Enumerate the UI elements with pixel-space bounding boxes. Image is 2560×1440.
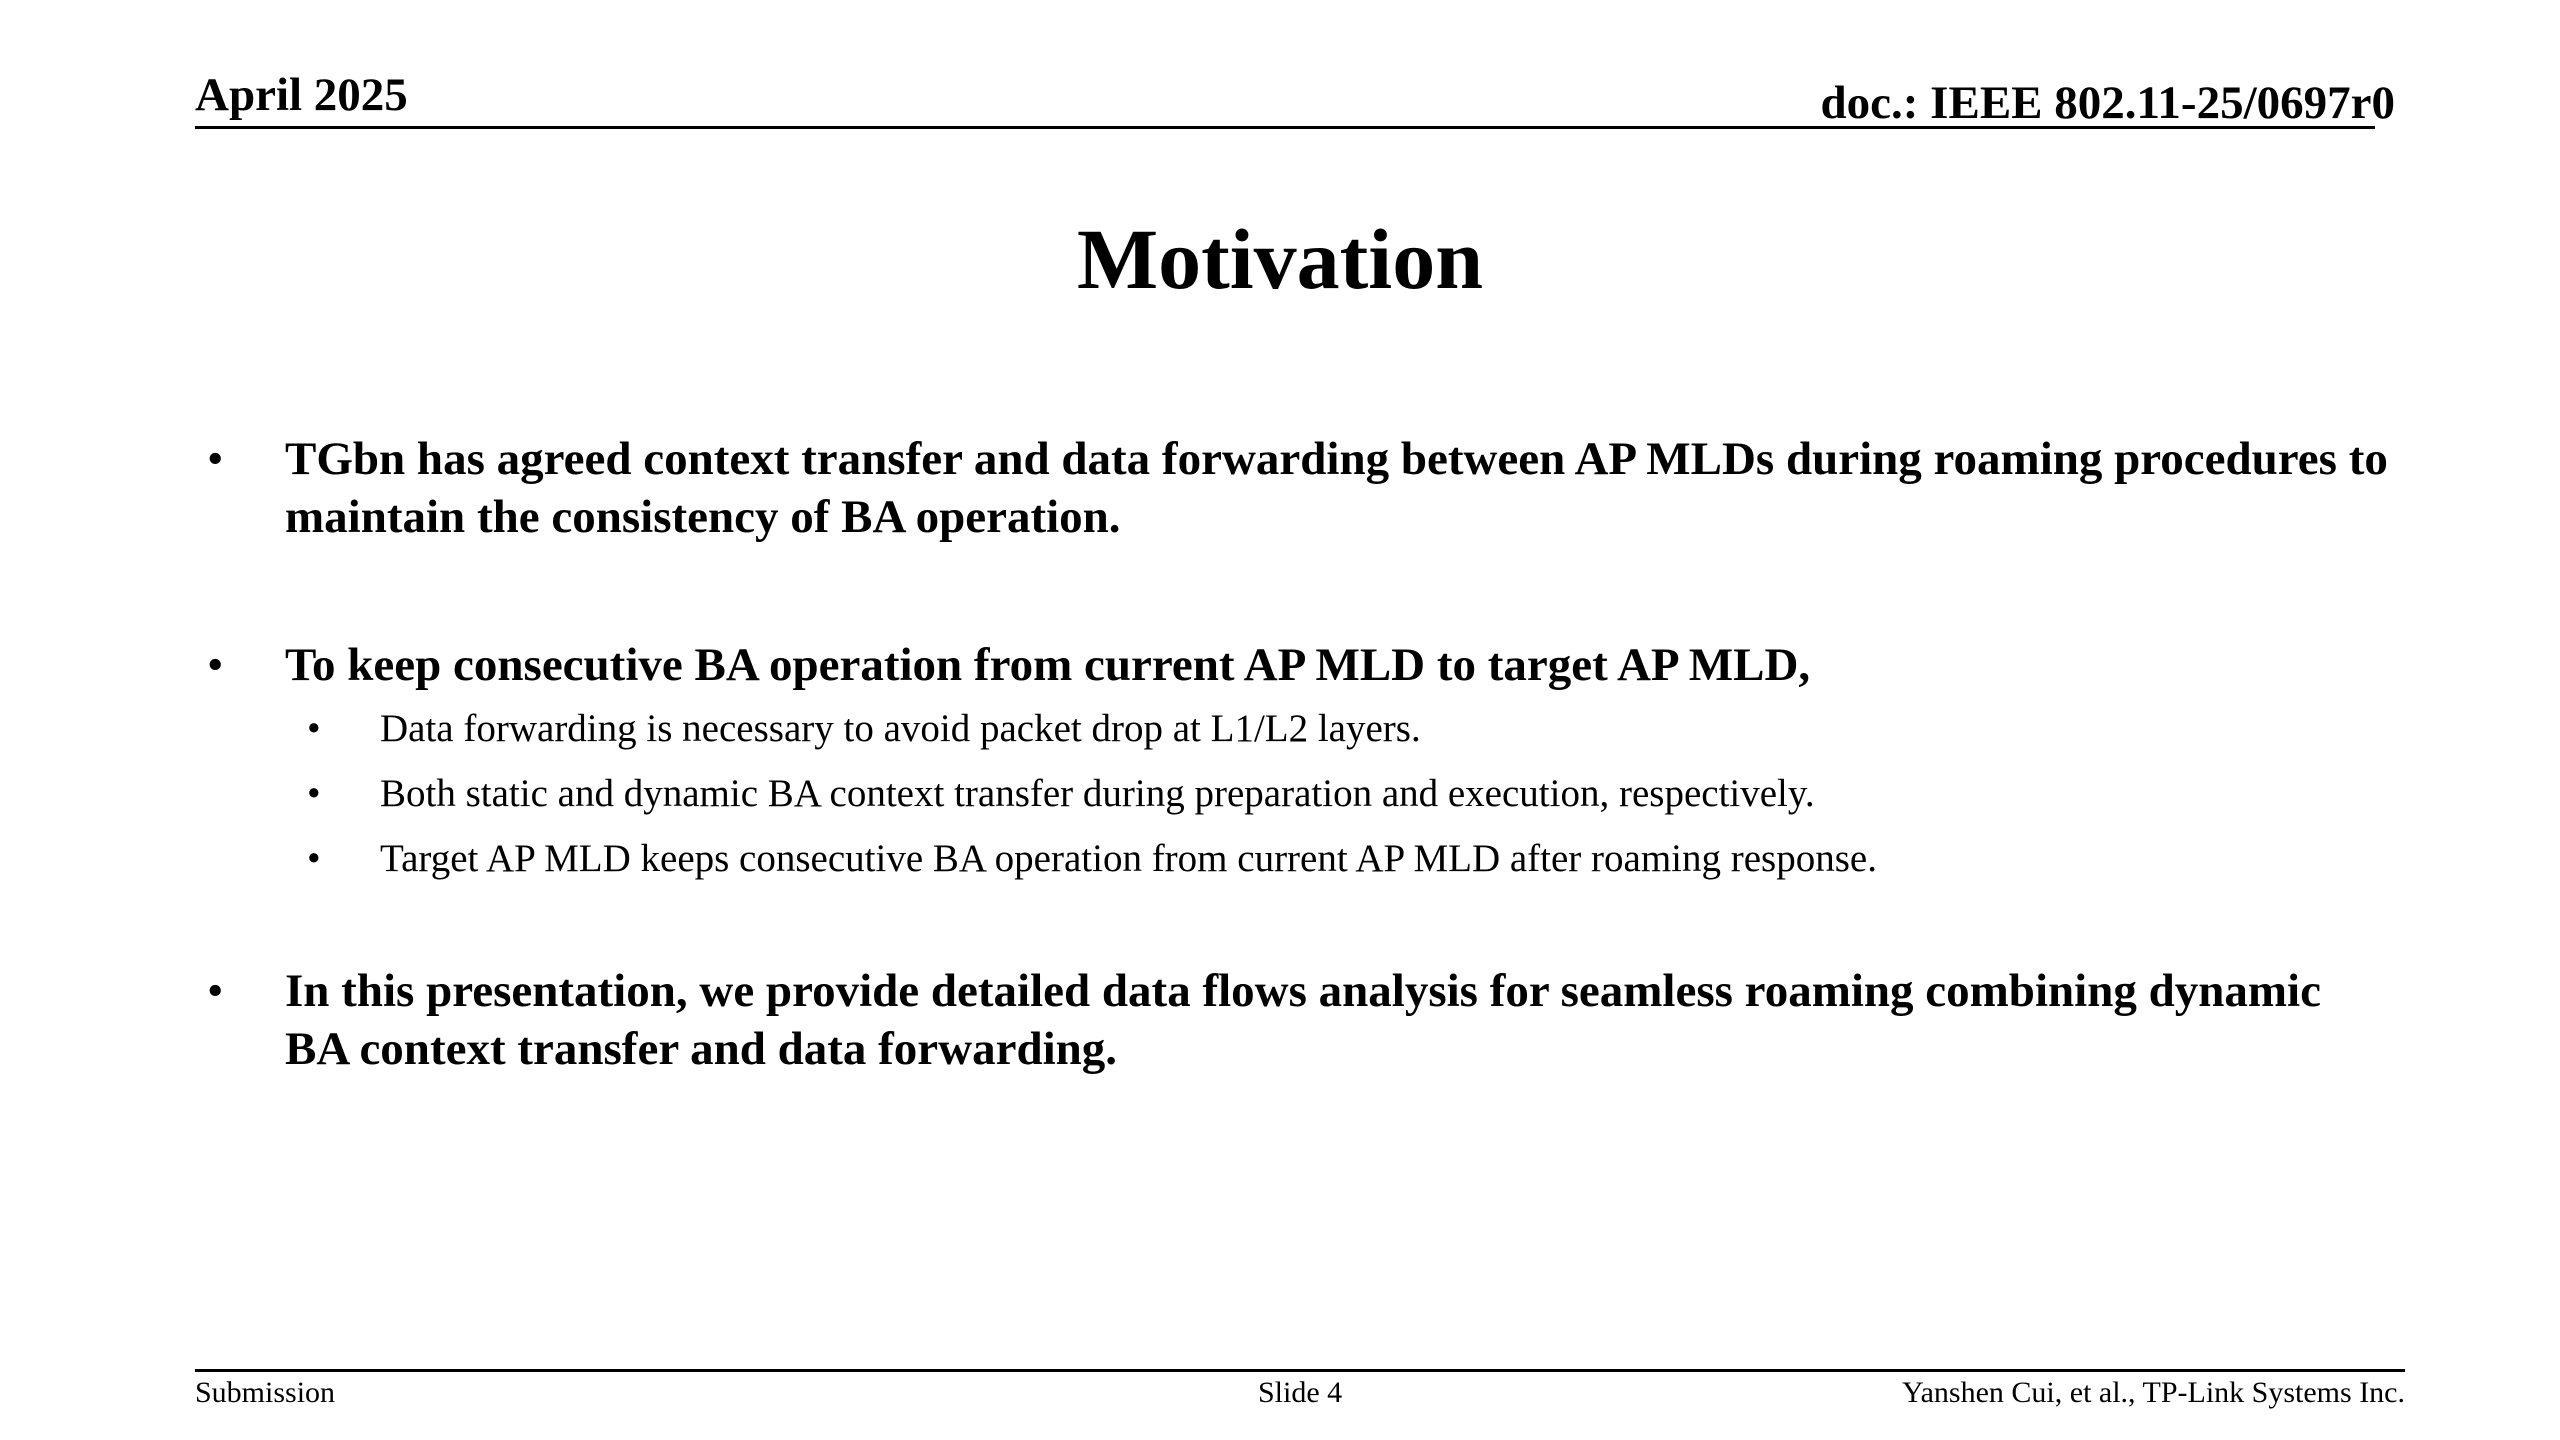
bullet-item bbox=[195, 636, 2395, 694]
bullet-item bbox=[195, 962, 2395, 1078]
slide-title: Motivation bbox=[1076, 211, 1484, 307]
header-doc-id: doc.: IEEE 802.11-25/0697r0 bbox=[1820, 77, 2395, 129]
header-divider bbox=[195, 126, 2375, 129]
slide-body bbox=[195, 430, 2395, 1078]
bullet-dot-icon: • bbox=[207, 965, 224, 1017]
bullet-dot-icon: • bbox=[307, 837, 321, 880]
sub-bullet-text: Both static and dynamic BA context transfer during preparation and execution, respectively. bbox=[380, 772, 1815, 815]
bullet-text: In this presentation, we provide detailed data flows analysis for seamless roaming combining dynamic BA context transfer and data forwarding. bbox=[285, 965, 2321, 1075]
bullet-dot-icon: • bbox=[307, 772, 321, 815]
bullet-dot-icon: • bbox=[207, 433, 224, 485]
footer-submission: Submission bbox=[195, 1376, 336, 1409]
bullet-dot-icon: • bbox=[207, 639, 224, 691]
footer-author: Yanshen Cui, et al., TP-Link Systems Inc. bbox=[1901, 1376, 2405, 1409]
sub-bullet-text: Data forwarding is necessary to avoid packet drop at L1/L2 layers. bbox=[380, 707, 1421, 750]
footer-slide-number: Slide 4 bbox=[1258, 1376, 1343, 1409]
sub-bullet-item bbox=[195, 769, 2395, 819]
sub-bullet-text: Target AP MLD keeps consecutive BA operation from current AP MLD after roaming response. bbox=[380, 837, 1877, 880]
bullet-text: TGbn has agreed context transfer and data forwarding between AP MLDs during roaming procedures to maintain the consistency of BA operation. bbox=[285, 433, 2388, 543]
header-date: April 2025 bbox=[195, 69, 408, 121]
bullet-item bbox=[195, 430, 2395, 546]
footer-divider bbox=[195, 1369, 2405, 1372]
sub-bullet-item bbox=[195, 834, 2395, 884]
bullet-text: To keep consecutive BA operation from current AP MLD to target AP MLD, bbox=[285, 639, 1811, 691]
bullet-dot-icon: • bbox=[307, 707, 321, 750]
sub-bullet-item bbox=[195, 704, 2395, 754]
